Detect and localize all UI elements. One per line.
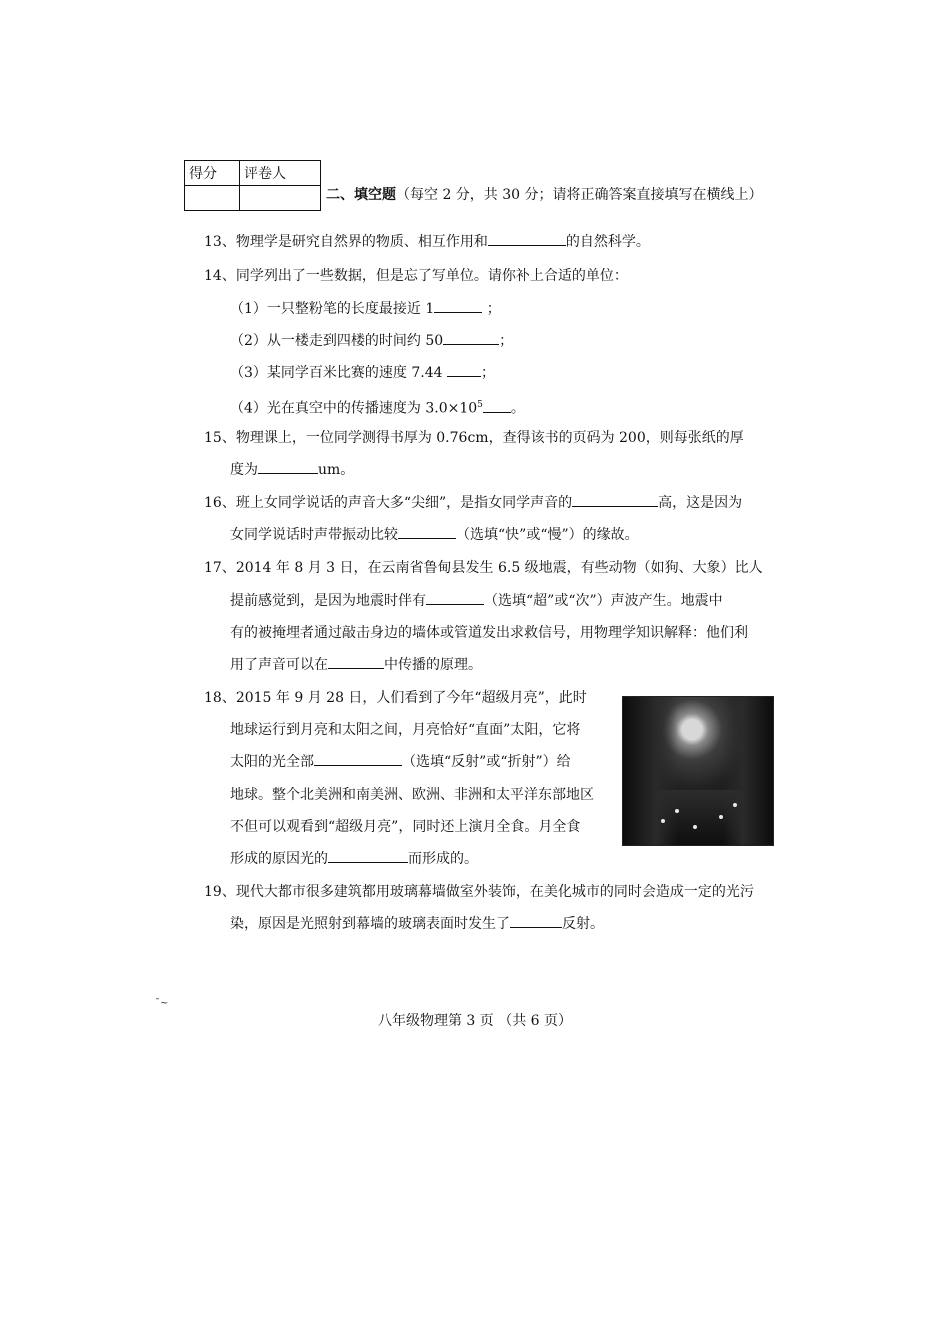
- question-text: 反射。: [562, 916, 604, 932]
- section-heading: 二、填空题: [326, 187, 396, 203]
- question-text: 地球。整个北美洲和南美洲、欧洲、非洲和太平洋东部地区: [230, 787, 594, 803]
- question-text: （选填“快”或“慢”）的缘故。: [456, 527, 639, 543]
- question-14: [204, 260, 770, 292]
- question-number: 16、: [204, 495, 236, 511]
- question-text: 中传播的原理。: [384, 657, 482, 673]
- question-number: 18、: [204, 690, 236, 706]
- question-text: 2015 年 9 月 28 日，人们看到了今年“超级月亮”，此时: [235, 690, 587, 706]
- question-text: （1）一只整粉笔的长度最接近 1: [230, 301, 435, 317]
- question-text: 现代大都市很多建筑都用玻璃幕墙做室外装饰，在美化城市的同时会造成一定的光污: [235, 884, 754, 900]
- question-text: 用了声音可以在: [230, 657, 328, 673]
- answer-blank[interactable]: [258, 459, 318, 474]
- question-number: 19、: [204, 884, 236, 900]
- question-text: 。: [510, 400, 525, 417]
- answer-blank[interactable]: [314, 751, 402, 766]
- question-text: 提前感觉到，是因为地震时伴有: [230, 593, 426, 609]
- answer-blank[interactable]: [328, 848, 408, 863]
- question-text: 度为: [230, 462, 258, 478]
- question-text: 的自然科学。: [565, 234, 650, 250]
- question-text: 太阳的光全部: [230, 754, 314, 770]
- question-text: 2014 年 8 月 3 日，在云南省鲁甸县发生 6.5 级地震，有些动物（如狗、大象）比人: [235, 560, 763, 576]
- question-number: 14、: [204, 268, 236, 284]
- question-text: 同学列出了一些数据，但是忘了写单位。请你补上合适的单位：: [235, 268, 628, 284]
- question-14-3: [230, 357, 796, 389]
- question-text: 班上女同学说话的声音大多“尖细”，是指女同学声音的: [235, 495, 573, 511]
- question-16-cont: [230, 519, 796, 551]
- question-text: um。: [318, 462, 355, 478]
- question-17-cont-2: [230, 617, 796, 649]
- answer-blank[interactable]: [398, 524, 456, 539]
- question-text: 染，原因是光照射到幕墙的玻璃表面时发生了: [230, 916, 510, 932]
- question-text: （2）从一楼走到四楼的时间约 50: [230, 333, 444, 349]
- question-number: 17、: [204, 560, 236, 576]
- answer-blank[interactable]: [510, 913, 562, 928]
- answer-blank[interactable]: [328, 654, 384, 669]
- question-number: 13、: [204, 234, 236, 250]
- answer-blank[interactable]: [447, 362, 481, 377]
- question-text: ；: [480, 365, 495, 381]
- question-19: [204, 876, 770, 908]
- page-footer: 八年级物理第 3 页 （共 6 页）: [377, 1013, 573, 1029]
- question-text: （3）某同学百米比赛的速度 7.44: [230, 365, 447, 381]
- answer-blank[interactable]: [443, 330, 499, 345]
- question-text: （选填“反射”或“折射”）给: [402, 754, 571, 770]
- question-text: 形成的原因光的: [230, 851, 328, 867]
- question-text: 有的被掩埋者通过敲击身边的墙体或管道发出求救信号，用物理学知识解释：他们利: [230, 625, 748, 641]
- score-box: [184, 160, 321, 211]
- question-17-cont-1: [230, 585, 796, 617]
- question-text: 高，这是因为: [658, 495, 743, 511]
- question-14-4: [230, 389, 796, 425]
- question-text: 女同学说话时声带振动比较: [230, 527, 398, 543]
- grader-label: 评卷人: [240, 161, 321, 186]
- question-text: 物理课上，一位同学测得书厚为 0.76cm，查得该书的页码为 200，则每张纸的厚: [235, 430, 744, 446]
- answer-blank[interactable]: [426, 590, 484, 605]
- question-15: [204, 422, 770, 454]
- exponent: 5: [477, 400, 483, 410]
- question-16: [204, 487, 770, 519]
- grader-cell: [240, 186, 321, 211]
- question-text: ；: [486, 301, 501, 317]
- question-14-1: [230, 293, 796, 325]
- section-title: [326, 184, 763, 204]
- question-18-cont-5: [230, 843, 796, 875]
- question-text: （选填“超”或“次”）声波产生。地震中: [484, 593, 723, 609]
- question-number: 15、: [204, 430, 236, 446]
- score-cell: [185, 186, 240, 211]
- answer-blank[interactable]: [483, 398, 511, 413]
- question-text: 而形成的。: [408, 851, 478, 867]
- answer-blank[interactable]: [434, 298, 482, 313]
- question-19-cont: [230, 908, 796, 940]
- section-instructions: （每空 2 分，共 30 分；请将正确答案直接填写在横线上）: [396, 187, 763, 203]
- question-text: 物理学是研究自然界的物质、相互作用和: [235, 234, 488, 250]
- stray-scan-mark: ˉ~: [155, 998, 169, 1009]
- question-14-2: [230, 325, 796, 357]
- question-text: ；: [499, 333, 514, 349]
- question-17: [204, 552, 770, 584]
- answer-blank[interactable]: [488, 231, 566, 246]
- question-13: [204, 226, 770, 258]
- question-text: （4）光在真空中的传播速度为 3.0×10: [230, 400, 478, 417]
- question-17-cont-3: [230, 649, 796, 681]
- question-15-cont: [230, 454, 796, 486]
- question-text: 不但可以观看到“超级月亮”，同时还上演月全食。月全食: [230, 819, 581, 835]
- question-text: 地球运行到月亮和太阳之间，月亮恰好“直面”太阳，它将: [230, 722, 581, 738]
- score-label: 得分: [185, 161, 240, 186]
- answer-blank[interactable]: [572, 492, 658, 507]
- supermoon-photo: [622, 696, 774, 846]
